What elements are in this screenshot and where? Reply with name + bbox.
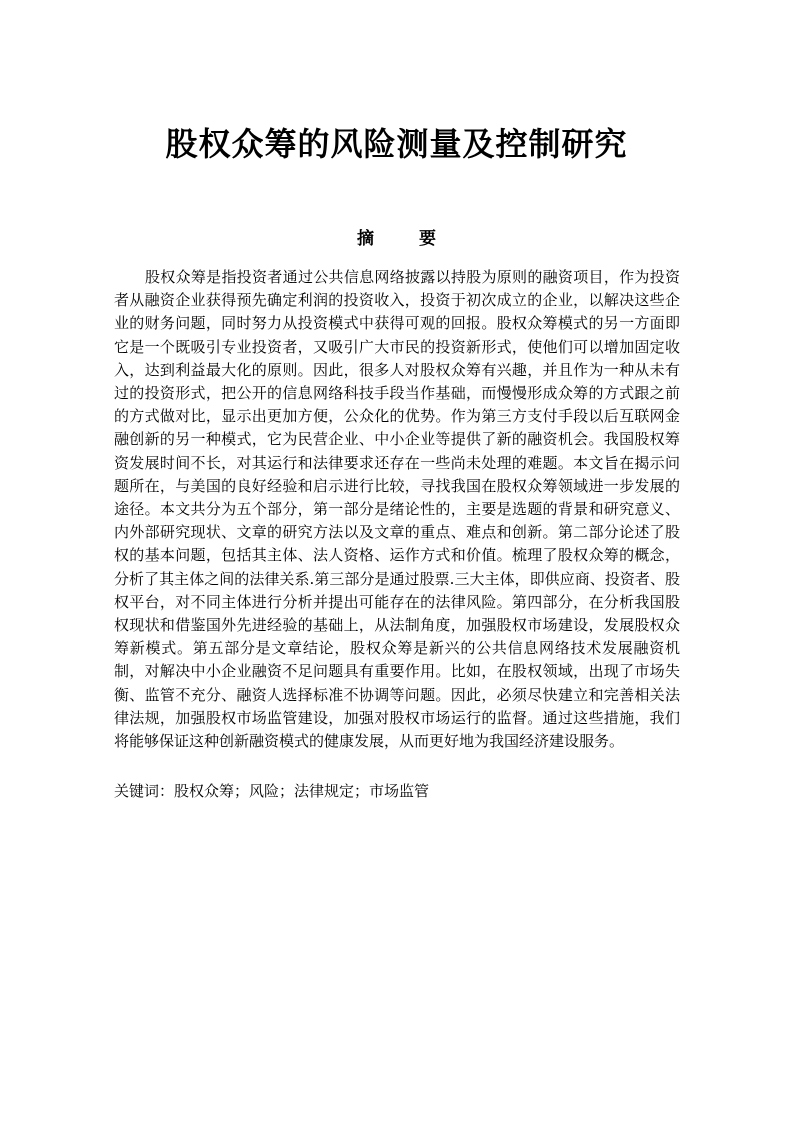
keywords-line: 关键词：股权众筹；风险；法律规定；市场监管 bbox=[114, 782, 430, 800]
document-title: 股权众筹的风险测量及控制研究 bbox=[165, 125, 628, 163]
abstract-heading: 摘 要 bbox=[357, 229, 450, 249]
abstract-paragraph: 股权众筹是指投资者通过公共信息网络披露以持股为原则的融资项目，作为投资者从融资企业获得预先确定利润的投资收入，投资于初次成立的企业，以解决这些企业的财务问题，同时努力从投资模式中获得可观的回报。股权众筹模式的另一方面即它是一个既吸引专业投资者，又吸引广大市民的投资新形式，使他们可以增加固定收入，达到利益最大化的原则。因此，很多人对股权众筹有兴趣，并且作为一种从未有过的投资形式，把公开的信息网络科技手段当作基础，而慢慢形成众筹的方式跟之前的方式做对比，显示出更加方便，公众化的优势。作为第三方支付手段以后互联网金融创新的另一种模式，它为民营企业、中小企业等提供了新的融资机会。我国股权筹资发展时间不长，对其运行和法律要求还存在一些尚未处理的难题。本文旨在揭示问题所在，与美国的良好经验和启示进行比较，寻找我国在股权众筹领域进一步发展的途径。本文共分为五个部分，第一部分是绪论性的，主要是选题的背景和研究意义、内外部研究现状、文章的研究方法以及文章的重点、难点和创新。第二部分论述了股权的基本问题，包括其主体、法人资格、运作方式和价值。梳理了股权众筹的概念，分析了其主体之间的法律关系.第三部分是通过股票.三大主体，即供应商、投资者、股权平台，对不同主体进行分析并提出可能存在的法律风险。第四部分，在分析我国股权现状和借鉴国外先进经验的基础上，从法制角度，加强股权市场建设，发展股权众筹新模式。第五部分是文章结论，股权众筹是新兴的公共信息网络技术发展融资机制，对解决中小企业融资不足问题具有重要作用。比如，在股权领域，出现了市场失衡、监管不充分、融资人选择标准不协调等问题。因此，必须尽快建立和完善相关法律法规，加强股权市场监管建设，加强对股权市场运行的监督。通过这些措施，我们将能够保证这种创新融资模式的健康发展，从而更好地为我国经济建设服务。 bbox=[114, 268, 680, 751]
